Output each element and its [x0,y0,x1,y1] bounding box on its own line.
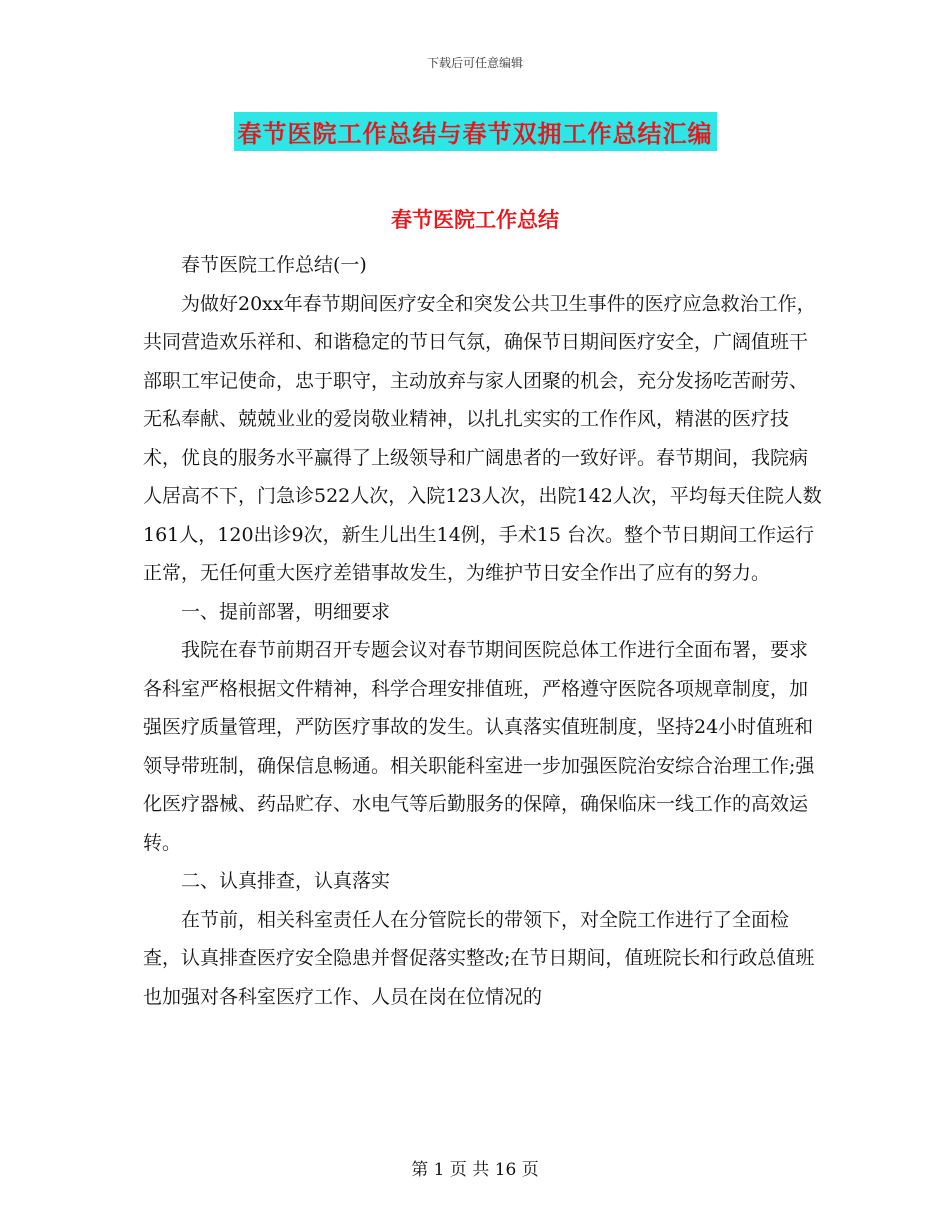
paragraph-section-label: 春节医院工作总结(一) [181,254,367,276]
section-title: 春节医院工作总结 [391,208,559,232]
heading-1: 一、提前部署，明细要求 [181,600,391,623]
heading-2: 二、认真排查，认真落实 [181,870,391,892]
paragraph-2: 在节前，相关科室责任人在分管院长的带领下，对全院工作进行了全面检查，认真排查医疗安全隐患并督促落实整改;在节日期间，值班院长和行政总值班也加强对各科室医疗工作、人员在岗在位情况的 [143,908,815,1008]
page-footer: 第 1 页 共 16 页 [411,1160,539,1180]
paragraph-intro: 为做好20xx年春节期间医疗安全和突发公共卫生事件的医疗应急救治工作，共同营造欢乐祥和、和谐稳定的节日气氛，确保节日期间医疗安全，广阔值班干部职工牢记使命，忠于职守，主动放弃与家人团聚的机会，充分发扬吃苦耐劳、无私奉献、兢兢业业的爱岗敬业精神，以扎扎实实的工作作风，精湛的医疗技术，优良的服务水平赢得了上级领导和广阔患者的一致好评。春节期间，我院病人居高不下，门急诊522人次，入院123人次，出院142人次，平均每天住院人数161人，120出诊9次，新生儿出生14例，手术15 台次。整个节日期间工作运行正常，无任何重大医疗差错事故发生，为维护节日安全作出了应有的努力。 [143,292,822,584]
document-body [143,246,823,1016]
main-title-wrap [0,112,950,151]
paragraph-1: 我院在春节前期召开专题会议对春节期间医院总体工作进行全面布署，要求各科室严格根据文件精神，科学合理安排值班，严格遵守医院各项规章制度，加强医疗质量管理，严防医疗事故的发生。认真落实值班制度，坚持24小时值班和领导带班制，确保信息畅通。相关职能科室进一步加强医院治安综合治理工作;强化医疗器械、药品贮存、水电气等后勤服务的保障，确保临床一线工作的高效运转。 [143,639,815,854]
main-title: 春节医院工作总结与春节双拥工作总结汇编 [234,112,717,151]
header-note: 下载后可任意编辑 [426,56,523,70]
